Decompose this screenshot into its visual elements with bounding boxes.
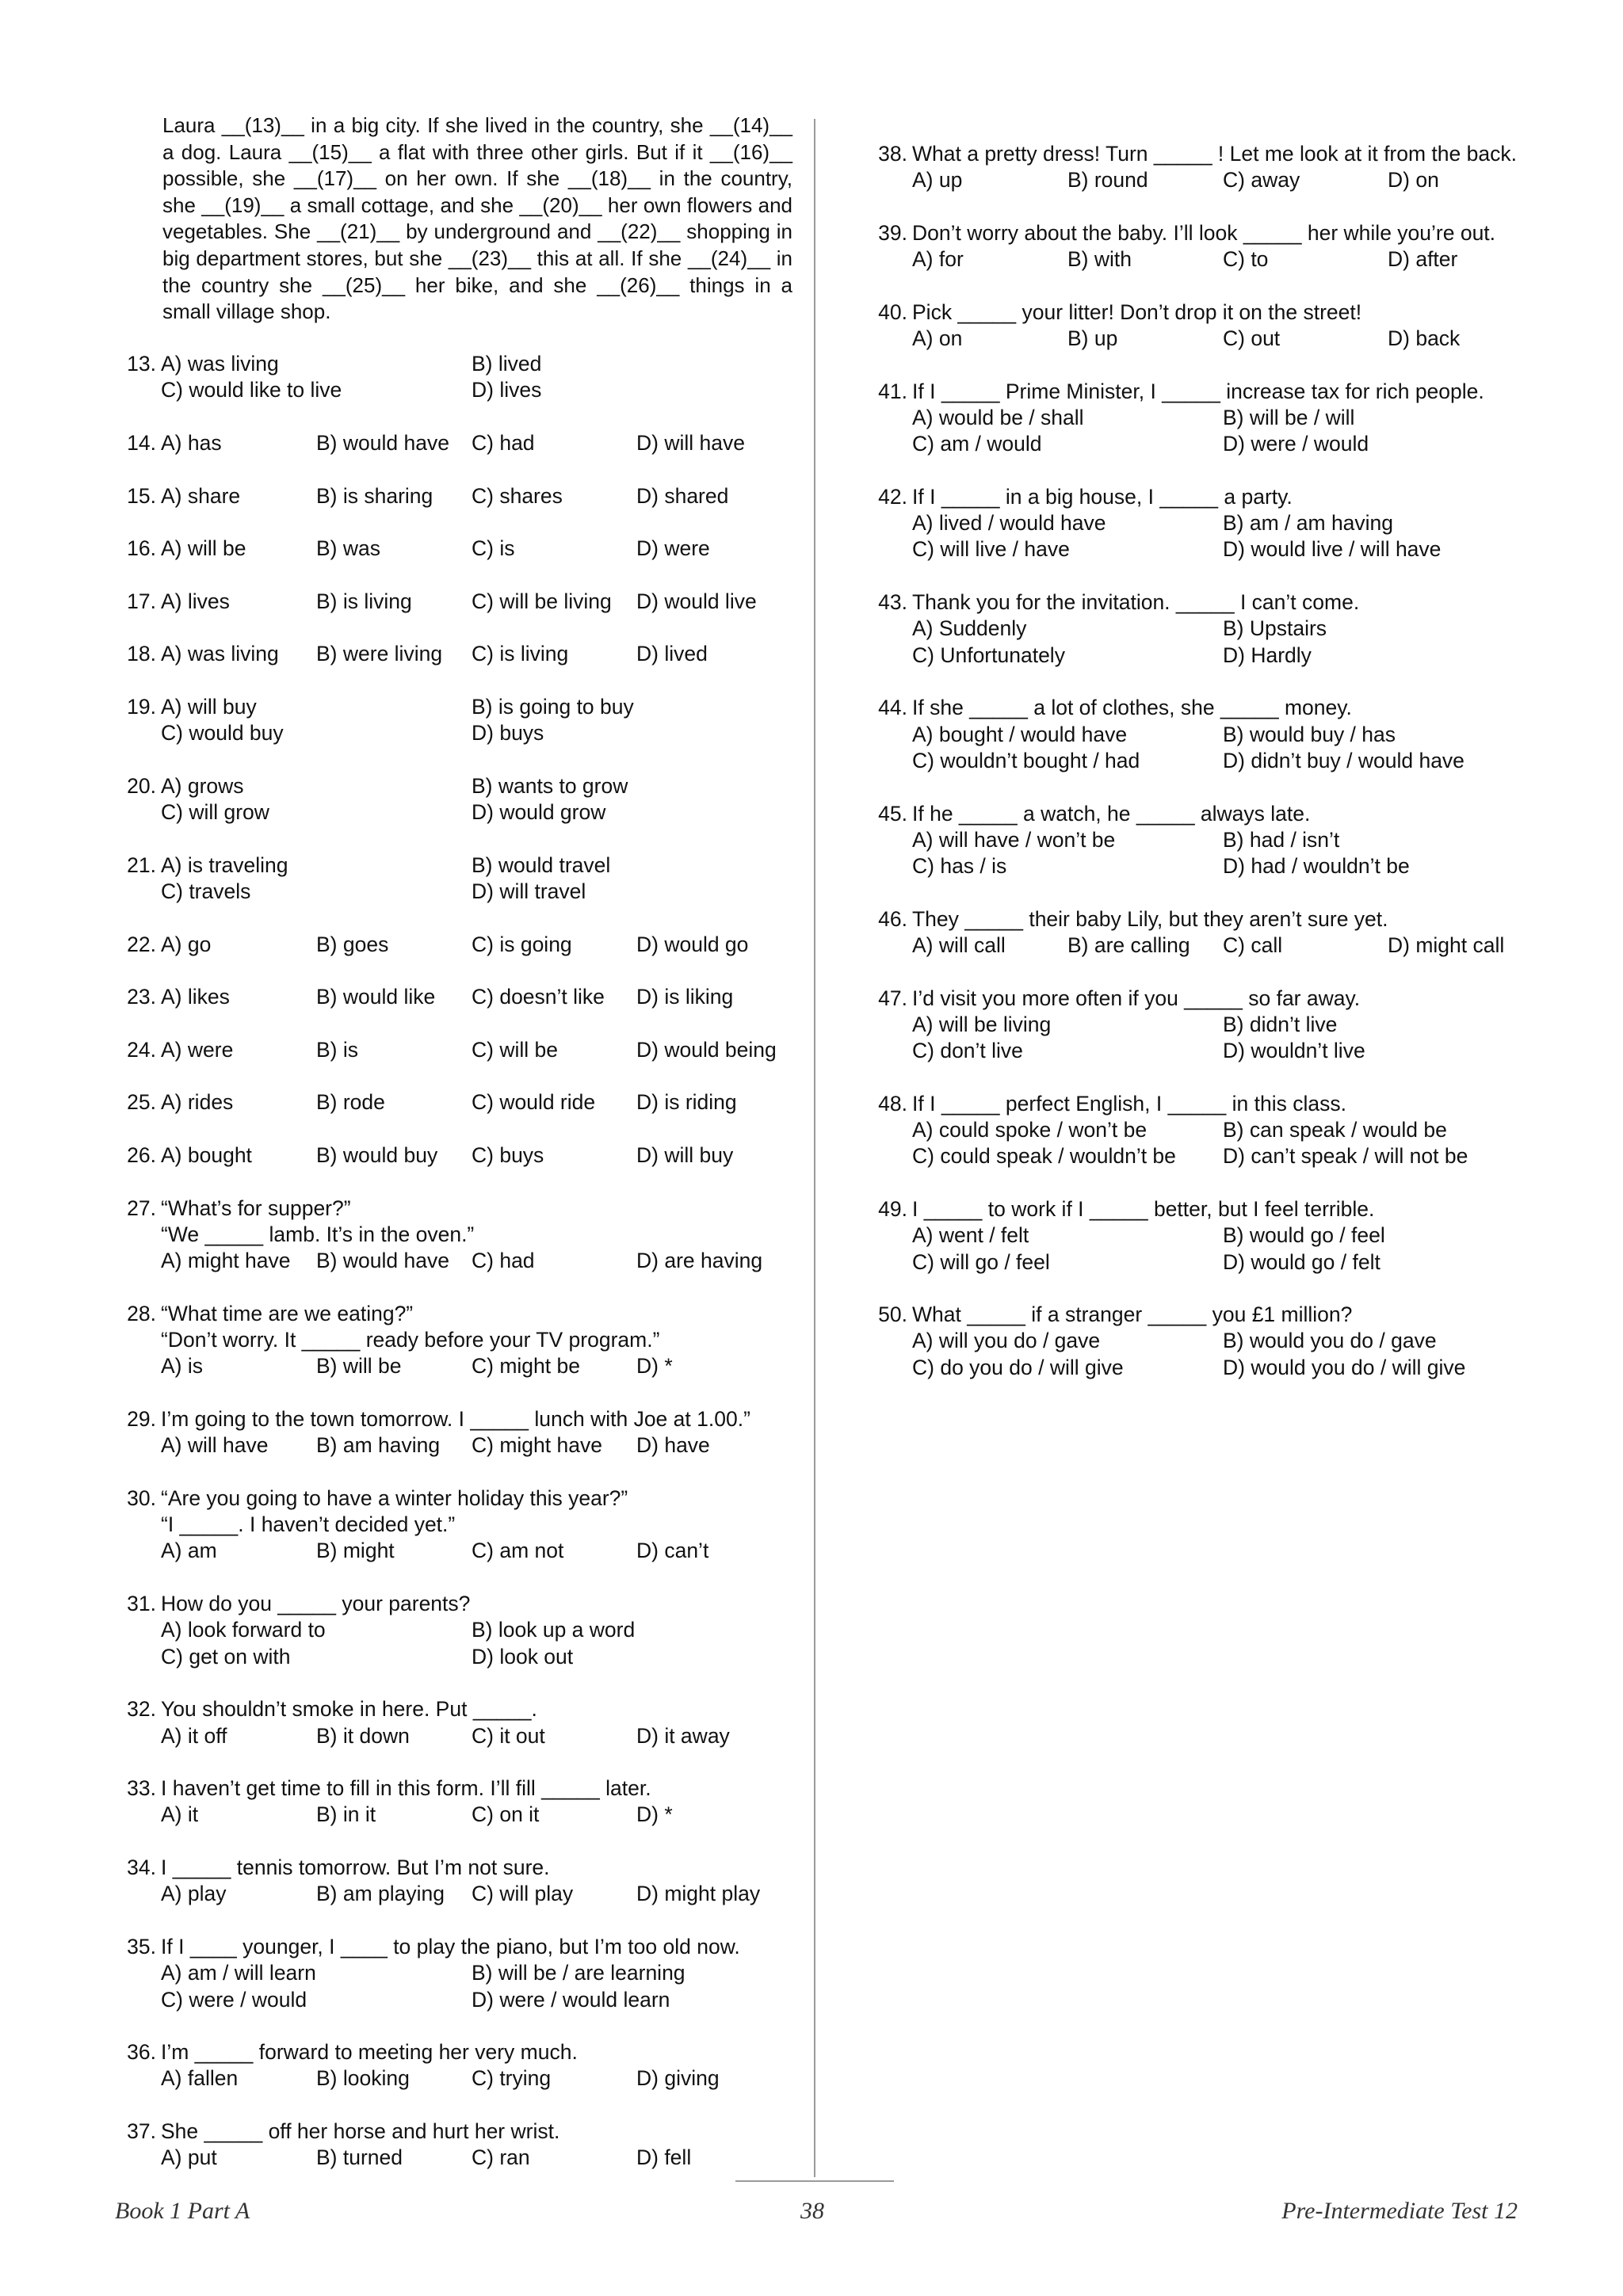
answer-option[interactable]: A) will be living (912, 1012, 1052, 1036)
answer-option[interactable]: A) it off (161, 1723, 227, 1748)
answer-option[interactable]: D) on (1388, 168, 1439, 193)
answer-option[interactable]: B) would like (316, 985, 436, 1009)
answer-options-row (912, 748, 1623, 774)
answer-option[interactable]: A) fallen (161, 2066, 239, 2091)
answer-option[interactable]: B) looking (316, 2066, 410, 2091)
answer-option[interactable]: C) trying (472, 2066, 552, 2091)
answer-option[interactable]: B) will be / will (1223, 405, 1355, 429)
answer-option[interactable]: B) round (1067, 168, 1148, 193)
question-stem: I haven’t get time to fill in this form. I’ll fill _____ later. (161, 1776, 651, 1801)
question-number: 20. (127, 773, 156, 798)
answer-option[interactable]: C) is going (472, 932, 572, 956)
answer-options-row (912, 326, 1623, 352)
answer-options-row (912, 1328, 1623, 1354)
footer-test-label: Pre-Intermediate Test 12 (1281, 2198, 1518, 2224)
reading-passage: Laura __(13)__ in a big city. If she lived in the country, she __(14)__ a dog. Laura __(15)__ a flat with three other girls. But if it __(16)__ possible, she __(17)__ on her own. If she __(18)__ in the country, she __(19)__ a small cottage, and she __(20)__ her own flowers and vegetables. She __(21)__ by underground and __(22)__ shopping in big department stores, but she __(23)__ this at all. If she __(24)__ in the country she __(25)__ her bike, and she __(26)__ things in a small village shop. (162, 113, 792, 324)
question-stem: You shouldn’t smoke in here. Put _____. (161, 1697, 537, 1722)
answer-option[interactable]: C) doesn’t like (472, 985, 605, 1009)
answer-options-row (912, 827, 1623, 853)
answer-option[interactable]: C) travels (161, 879, 251, 903)
answer-option[interactable]: A) will be (161, 536, 246, 561)
answer-option[interactable]: D) is liking (636, 985, 734, 1009)
answer-option[interactable]: A) am / will learn (161, 1961, 316, 1985)
answer-option[interactable]: D) were / would (1223, 432, 1369, 456)
answer-options-row (161, 589, 874, 615)
answer-option[interactable]: B) am / am having (1223, 511, 1394, 536)
question-stem: Don’t worry about the baby. I’ll look _____ her while you’re out. (912, 220, 1496, 245)
question-stem: “What’s for supper?” (161, 1196, 351, 1220)
question-stem: She _____ off her horse and hurt her wrist. (161, 2119, 560, 2144)
question-stem: I’m _____ forward to meeting her very much. (161, 2040, 578, 2065)
answer-options-row (161, 932, 874, 958)
question-number: 25. (127, 1090, 156, 1115)
answer-option[interactable]: A) will call (912, 933, 1006, 957)
answer-options-row (161, 1248, 874, 1274)
answer-option[interactable]: A) has (161, 430, 222, 455)
answer-option[interactable]: B) were living (316, 642, 443, 666)
answer-options-row (161, 1960, 874, 1986)
answer-option[interactable]: B) will be / are learning (472, 1961, 685, 1985)
answer-options-row (161, 852, 874, 879)
answer-option[interactable]: D) fell (636, 2145, 692, 2170)
question-number: 49. (878, 1197, 907, 1221)
answer-option[interactable]: D) shared (636, 483, 729, 508)
question-number: 28. (127, 1301, 156, 1325)
answer-option[interactable]: D) will buy (636, 1143, 734, 1167)
answer-option[interactable]: A) rides (161, 1090, 234, 1115)
answer-options-row (161, 641, 874, 667)
answer-option[interactable]: A) likes (161, 985, 230, 1009)
answer-option[interactable]: C) Unfortunately (912, 643, 1065, 667)
answer-option[interactable]: A) look forward to (161, 1618, 326, 1642)
answer-option[interactable]: A) it (161, 1802, 199, 1827)
answer-options-row (912, 643, 1623, 669)
answer-option[interactable]: D) lives (472, 378, 542, 402)
answer-option[interactable]: A) were (161, 1037, 234, 1062)
question-stem: How do you _____ your parents? (161, 1592, 471, 1616)
answer-option[interactable]: C) shares (472, 483, 563, 508)
answer-option[interactable]: A) will have (161, 1433, 269, 1458)
answer-option[interactable]: B) is going to buy (472, 694, 634, 719)
question-stem: “We _____ lamb. It’s in the oven.” (161, 1222, 475, 1246)
answer-option[interactable]: B) lived (472, 352, 542, 376)
answer-options-row (912, 1117, 1623, 1143)
answer-option[interactable]: B) is sharing (316, 483, 433, 508)
question-number: 38. (878, 142, 907, 166)
answer-options-row (912, 1222, 1623, 1249)
answer-option[interactable]: C) am / would (912, 432, 1042, 456)
question-number: 21. (127, 852, 156, 877)
answer-options-row (161, 1987, 874, 2013)
answer-option[interactable]: B) wants to grow (472, 773, 628, 798)
answer-option[interactable]: A) is (161, 1354, 203, 1379)
answer-option[interactable]: B) up (1067, 326, 1118, 351)
answer-options-row (161, 1037, 874, 1063)
question-number: 26. (127, 1143, 156, 1167)
answer-option[interactable]: B) turned (316, 2145, 403, 2170)
answer-option[interactable]: D) * (636, 1354, 673, 1379)
answer-option[interactable]: D) were (636, 536, 710, 561)
answer-options-row (161, 351, 874, 377)
question-number: 19. (127, 694, 156, 719)
answer-option[interactable]: D) look out (472, 1644, 574, 1669)
question-number: 30. (127, 1486, 156, 1510)
question-stem: If I _____ Prime Minister, I _____ increase tax for rich people. (912, 379, 1484, 403)
answer-options-row (161, 1802, 874, 1828)
answer-options-row (912, 1355, 1623, 1381)
question-number: 31. (127, 1592, 156, 1616)
answer-option[interactable]: A) lives (161, 589, 230, 613)
answer-option[interactable]: B) Upstairs (1223, 616, 1327, 641)
answer-option[interactable]: C) it out (472, 1723, 545, 1748)
answer-option[interactable]: B) is (316, 1037, 358, 1062)
answer-option[interactable]: A) grows (161, 773, 244, 798)
answer-option[interactable]: C) has / is (912, 854, 1007, 879)
question-number: 13. (127, 352, 156, 376)
answer-option[interactable]: B) are calling (1067, 933, 1190, 957)
question-stem: If he _____ a watch, he _____ always late. (912, 801, 1311, 826)
answer-option[interactable]: D) would live / will have (1223, 537, 1442, 562)
answer-options-row (912, 246, 1623, 273)
answer-options-row (161, 1644, 874, 1670)
answer-option[interactable]: D) it away (636, 1723, 730, 1748)
question-stem: I _____ to work if I _____ better, but I feel terrible. (912, 1197, 1375, 1221)
answer-option[interactable]: A) play (161, 1882, 227, 1906)
answer-option[interactable]: A) was living (161, 642, 279, 666)
answer-option[interactable]: A) on (912, 326, 963, 351)
answer-options-row (912, 1143, 1623, 1169)
answer-options-row (912, 1012, 1623, 1038)
answer-option[interactable]: C) get on with (161, 1644, 291, 1669)
answer-option[interactable]: C) wouldn’t bought / had (912, 748, 1140, 772)
question-number: 34. (127, 1855, 156, 1880)
answer-option[interactable]: B) goes (316, 932, 389, 956)
answer-option[interactable]: D) had / wouldn’t be (1223, 854, 1410, 879)
answer-option[interactable]: D) have (636, 1433, 710, 1458)
question-number: 37. (127, 2119, 156, 2144)
answer-options-row (161, 430, 874, 456)
column-divider (814, 119, 815, 2177)
question-stem: If I _____ in a big house, I _____ a party. (912, 484, 1293, 509)
question-number: 36. (127, 2040, 156, 2065)
answer-options-row (912, 431, 1623, 457)
question-number: 41. (878, 379, 907, 403)
answer-option[interactable]: D) would being (636, 1037, 777, 1062)
answer-option[interactable]: A) lived / would have (912, 511, 1106, 536)
footer-book-label: Book 1 Part A (115, 2198, 250, 2224)
answer-options-row (161, 536, 874, 562)
answer-option[interactable]: C) away (1223, 168, 1300, 193)
answer-option[interactable]: C) buys (472, 1143, 544, 1167)
answer-option[interactable]: C) had (472, 1249, 535, 1273)
question-stem: If she _____ a lot of clothes, she _____ money. (912, 696, 1352, 720)
answer-option[interactable]: C) don’t live (912, 1039, 1023, 1063)
question-number: 45. (878, 801, 907, 826)
answer-option[interactable]: C) will be living (472, 589, 612, 613)
answer-option[interactable]: C) to (1223, 247, 1269, 272)
answer-option[interactable]: A) share (161, 483, 241, 508)
answer-option[interactable]: C) do you do / will give (912, 1355, 1124, 1379)
answer-option[interactable]: D) after (1388, 247, 1458, 272)
question-stem: Pick _____ your litter! Don’t drop it on the street! (912, 299, 1362, 324)
question-number: 14. (127, 430, 156, 455)
answer-option[interactable]: D) back (1388, 326, 1461, 351)
answer-option[interactable]: A) Suddenly (912, 616, 1027, 641)
answer-options-row (912, 933, 1623, 959)
answer-option[interactable]: B) am having (316, 1433, 441, 1458)
answer-option[interactable]: C) would ride (472, 1090, 596, 1115)
answer-option[interactable]: A) is traveling (161, 852, 288, 877)
answer-option[interactable]: A) will buy (161, 694, 257, 719)
answer-options-row (161, 483, 874, 509)
answer-options-row (161, 879, 874, 905)
answer-option[interactable]: B) with (1067, 247, 1132, 272)
answer-option[interactable]: C) ran (472, 2145, 530, 2170)
answer-option[interactable]: C) had (472, 430, 535, 455)
answer-option[interactable]: A) went / felt (912, 1223, 1029, 1248)
answer-option[interactable]: C) is (472, 536, 515, 561)
answer-option[interactable]: D) didn’t buy / would have (1223, 748, 1465, 772)
answer-options-row (912, 405, 1623, 431)
answer-options-row (161, 984, 874, 1010)
answer-option[interactable]: A) was living (161, 352, 279, 376)
question-number: 24. (127, 1037, 156, 1062)
question-stem: “Are you going to have a winter holiday this year?” (161, 1486, 628, 1510)
answer-option[interactable]: D) will have (636, 430, 745, 455)
answer-option[interactable]: B) would you do / gave (1223, 1329, 1437, 1353)
answer-options-row (161, 1353, 874, 1379)
question-number: 29. (127, 1407, 156, 1431)
answer-option[interactable]: C) call (1223, 933, 1283, 957)
question-stem: What a pretty dress! Turn _____ ! Let me look at it from the back. (912, 142, 1517, 166)
answer-option[interactable]: B) would have (316, 1249, 449, 1273)
answer-option[interactable]: A) bought / would have (912, 722, 1128, 746)
answer-option[interactable]: B) can speak / would be (1223, 1118, 1447, 1142)
answer-options-row (912, 722, 1623, 748)
answer-options-row (161, 1142, 874, 1169)
answer-option[interactable]: C) might have (472, 1433, 602, 1458)
question-number: 48. (878, 1091, 907, 1116)
question-number: 39. (878, 220, 907, 245)
answer-options-row (912, 616, 1623, 642)
question-number: 22. (127, 932, 156, 956)
answer-option[interactable]: C) might be (472, 1354, 580, 1379)
question-number: 23. (127, 985, 156, 1009)
answer-option[interactable]: C) will live / have (912, 537, 1070, 562)
answer-option[interactable]: B) in it (316, 1802, 376, 1827)
answer-options-row (912, 167, 1623, 193)
question-number: 35. (127, 1935, 156, 1958)
answer-option[interactable]: A) go (161, 932, 212, 956)
answer-option[interactable]: D) are having (636, 1249, 763, 1273)
answer-options-row (161, 799, 874, 826)
question-number: 40. (878, 299, 907, 324)
answer-option[interactable]: D) might call (1388, 933, 1505, 957)
answer-option[interactable]: C) were / would (161, 1987, 307, 2012)
answer-option[interactable]: C) out (1223, 326, 1281, 351)
question-stem: “I _____. I haven’t decided yet.” (161, 1512, 456, 1537)
answer-option[interactable]: C) is living (472, 642, 569, 666)
answer-options-row (912, 1038, 1623, 1064)
answer-option[interactable]: B) look up a word (472, 1618, 636, 1642)
answer-option[interactable]: A) might have (161, 1249, 291, 1273)
answer-option[interactable]: B) would buy (316, 1143, 438, 1167)
question-stem: What _____ if a stranger _____ you £1 million? (912, 1302, 1353, 1327)
answer-option[interactable]: D) would grow (472, 800, 606, 825)
answer-option[interactable]: B) didn’t live (1223, 1012, 1338, 1036)
answer-options-row (161, 1617, 874, 1643)
answer-option[interactable]: D) would you do / will give (1223, 1355, 1466, 1379)
answer-option[interactable]: D) would go (636, 932, 749, 956)
answer-option[interactable]: C) would buy (161, 721, 284, 746)
question-stem: “Don’t worry. It _____ ready before your TV program.” (161, 1328, 660, 1352)
answer-option[interactable]: B) would go / feel (1223, 1223, 1385, 1248)
answer-option[interactable]: C) could speak / wouldn’t be (912, 1144, 1176, 1169)
answer-option[interactable]: D) * (636, 1802, 673, 1827)
question-number: 18. (127, 642, 156, 666)
answer-options-row (161, 377, 874, 403)
question-number: 33. (127, 1776, 156, 1801)
answer-option[interactable]: B) am playing (316, 1882, 445, 1906)
answer-option[interactable]: A) up (912, 168, 963, 193)
answer-option[interactable]: A) for (912, 247, 964, 272)
answer-option[interactable]: D) would go / felt (1223, 1249, 1381, 1274)
answer-option[interactable]: D) Hardly (1223, 643, 1312, 667)
answer-option[interactable]: A) will have / won’t be (912, 827, 1116, 852)
answer-options-row (161, 1723, 874, 1749)
question-number: 27. (127, 1196, 156, 1220)
answer-option[interactable]: B) will be (316, 1354, 402, 1379)
question-stem: If I _____ perfect English, I _____ in this class. (912, 1091, 1346, 1116)
footer-rule (735, 2180, 894, 2182)
answer-option[interactable]: A) put (161, 2145, 217, 2170)
answer-option[interactable]: A) will you do / gave (912, 1329, 1101, 1353)
answer-option[interactable]: D) is riding (636, 1090, 737, 1115)
answer-option[interactable]: D) would live (636, 589, 757, 613)
answer-option[interactable]: C) will play (472, 1882, 574, 1906)
question-number: 16. (127, 536, 156, 561)
question-stem: If I ____ younger, I ____ to play the piano, but I’m too old now. (161, 1935, 740, 1958)
question-number: 50. (878, 1302, 907, 1327)
answer-options-row (161, 1089, 874, 1116)
question-stem: Thank you for the invitation. _____ I can’t come. (912, 590, 1360, 615)
answer-options-row (161, 2065, 874, 2092)
answer-option[interactable]: A) would be / shall (912, 405, 1084, 429)
question-number: 46. (878, 906, 907, 931)
question-stem: I’d visit you more often if you _____ so far away. (912, 986, 1361, 1010)
answer-option[interactable]: B) is living (316, 589, 412, 613)
answer-option[interactable]: B) would have (316, 430, 449, 455)
answer-options-row (161, 1538, 874, 1564)
answer-option[interactable]: B) rode (316, 1090, 385, 1115)
answer-option[interactable]: B) might (316, 1539, 395, 1563)
answer-option[interactable]: C) will go / feel (912, 1249, 1050, 1274)
question-number: 44. (878, 696, 907, 720)
answer-option[interactable]: D) giving (636, 2066, 720, 2091)
page-number: 38 (800, 2198, 824, 2224)
answer-option[interactable]: A) could spoke / won’t be (912, 1118, 1148, 1142)
question-stem: I _____ tennis tomorrow. But I’m not sure. (161, 1855, 550, 1880)
answer-option[interactable]: C) will grow (161, 800, 269, 825)
answer-option[interactable]: D) were / would learn (472, 1987, 670, 2012)
answer-options-row (161, 1432, 874, 1459)
answer-options-row (912, 536, 1623, 563)
question-number: 15. (127, 483, 156, 508)
question-number: 32. (127, 1697, 156, 1722)
answer-option[interactable]: B) it down (316, 1723, 410, 1748)
answer-option[interactable]: A) am (161, 1539, 217, 1563)
answer-option[interactable]: C) on it (472, 1802, 540, 1827)
answer-option[interactable]: B) had / isn’t (1223, 827, 1340, 852)
answer-option[interactable]: C) will be (472, 1037, 558, 1062)
answer-option[interactable]: B) would buy / has (1223, 722, 1396, 746)
question-number: 17. (127, 589, 156, 613)
question-stem: I’m going to the town tomorrow. I _____ lunch with Joe at 1.00.” (161, 1407, 750, 1431)
answer-option[interactable]: C) would like to live (161, 378, 342, 402)
answer-option[interactable]: D) wouldn’t live (1223, 1039, 1365, 1063)
answer-options-row (161, 2145, 874, 2171)
answer-option[interactable]: D) can’t (636, 1539, 709, 1563)
answer-options-row (912, 853, 1623, 879)
question-number: 42. (878, 484, 907, 509)
answer-option[interactable]: A) bought (161, 1143, 252, 1167)
answer-option[interactable]: B) was (316, 536, 380, 561)
answer-option[interactable]: B) would travel (472, 852, 611, 877)
answer-option[interactable]: C) am not (472, 1539, 564, 1563)
answer-options-row (161, 694, 874, 720)
answer-option[interactable]: D) will travel (472, 879, 586, 903)
question-stem: They _____ their baby Lily, but they aren’t sure yet. (912, 906, 1388, 931)
answer-options-row (161, 1881, 874, 1907)
answer-option[interactable]: D) buys (472, 721, 544, 746)
answer-options-row (161, 773, 874, 799)
answer-options-row (912, 510, 1623, 536)
question-number: 47. (878, 986, 907, 1010)
answer-option[interactable]: D) lived (636, 642, 708, 666)
question-number: 43. (878, 590, 907, 615)
answer-options-row (912, 1249, 1623, 1276)
answer-option[interactable]: D) might play (636, 1882, 761, 1906)
answer-options-row (161, 720, 874, 746)
answer-option[interactable]: D) can’t speak / will not be (1223, 1144, 1468, 1169)
question-stem: “What time are we eating?” (161, 1301, 414, 1325)
